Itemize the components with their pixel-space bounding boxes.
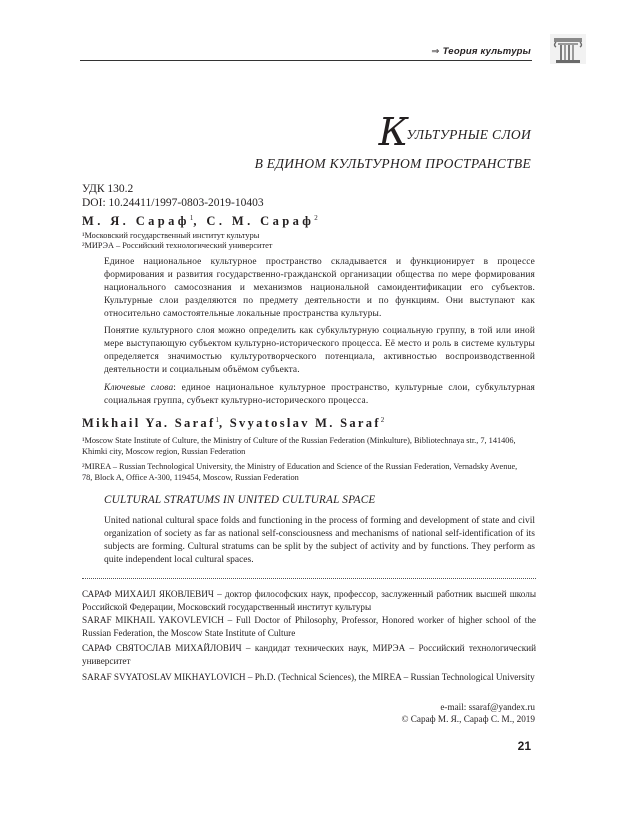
page-number: 21 (517, 739, 531, 753)
section-title: Теория культуры (442, 46, 531, 57)
author-sep: , (193, 214, 207, 229)
abstract-en: United national cultural space folds and functioning in the process of forming and development of state and civil organization of society as far as national self-consciousness and mechanisms of national self-identification of its subjects are forming. Cultural stratums can be split by the subject of activity and by functions. They perform as quite independent local cultural spaces. (104, 516, 535, 565)
author-bio-ru-2: САРАФ СВЯТОСЛАВ МИХАЙЛОВИЧ – кандидат технических наук, МИРЭА – Российский технологический университет (82, 643, 536, 666)
keywords-label: Ключевые слова (104, 383, 174, 393)
author-en-2: Svyatoslav M. Saraf (229, 416, 381, 431)
author-bio-en-1: SARAF MIKHAIL YAKOVLEVICH – Full Doctor of Philosophy, Professor, Honored worker of higher school of the Russian Federation, the Moscow State Institute of Culture (82, 615, 536, 638)
udk-code: УДК 130.2 (82, 183, 134, 195)
arrow-right-icon: ⇒ (431, 46, 440, 57)
affiliation-en-2: ²MIREA – Russian Technological University, the Ministry of Education and Science of the Russian Federation, Vernadsky Avenue, 78, Block A, Office A-300, 119454, Moscow, Russian Federation (82, 462, 518, 482)
title-drop-cap: К (378, 110, 409, 154)
contact-email: e-mail: ssaraf@yandex.ru (440, 702, 535, 712)
author-en-1: Mikhail Ya. Saraf (82, 416, 216, 431)
article-title-line1 (379, 110, 531, 154)
abstract-ru-paragraph-1: Единое национальное культурное пространство складывается и функционирует в процессе формирования и развития государственно-гражданской организации общества по мере формирования национального самосознания и механизмов национальной самоидентификации его субъектов. Культурные слои разделяются по предмету деятельности и по функциям. Они выступают как относительно самостоятельные локальные пространства культуры. (104, 257, 535, 319)
section-header (431, 46, 531, 57)
header-divider (80, 60, 532, 61)
authors-ru (82, 214, 318, 229)
abstract-ru-paragraph-2: Понятие культурного слоя можно определить как субкультурную социальную группу, в той или иной мере выступающую субъектом культурно-исторического процесса. Её место и роль в системе культуры определяется значимостью культуротворческого потенциала, активностью воспроизводственной деятельности и социальным объёмом субъекта. (104, 326, 535, 375)
copyright-notice: © Сараф М. Я., Сараф С. М., 2019 (401, 714, 535, 724)
author-ru-1-sup: 1 (189, 214, 194, 222)
affiliation-en-1: ¹Moscow State Institute of Culture, the Ministry of Culture of the Russian Federation (Minkulture), Bibliotechnaya str., 7, 141406, Khimki city, Moscow region, Russian Federation (82, 436, 516, 456)
author-ru-2-sup: 2 (314, 214, 318, 222)
article-title-en: CULTURAL STRATUMS IN UNITED CULTURAL SPACE (104, 494, 376, 506)
title-line1-text: УЛЬТУРНЫЕ СЛОИ (406, 127, 531, 142)
authors-en (82, 416, 384, 431)
author-en-1-sup: 1 (215, 416, 219, 424)
doi-identifier: DOI: 10.24411/1997-0803-2019-10403 (82, 197, 264, 209)
footer-divider (82, 578, 536, 579)
author-ru-2: С. М. Сараф (206, 214, 315, 229)
author-en-2-sup: 2 (380, 416, 385, 424)
keywords-text: : единое национальное культурное пространство, культурные слои, субкультурная социальная группа, субъект культурно-исторического процесса. (104, 383, 536, 406)
affiliation-ru-1: ¹Московский государственный институт культуры (82, 231, 260, 240)
author-bio-ru-1: САРАФ МИХАИЛ ЯКОВЛЕВИЧ – доктор философских наук, профессор, заслуженный работник высшей школы Российской Федерации, Московский государственный институт культуры (82, 589, 536, 612)
author-bio-en-2: SARAF SVYATOSLAV MIKHAYLOVICH – Ph.D. (Technical Sciences), the MIREA – Russian Technological University (82, 672, 535, 682)
affiliation-ru-2: ²МИРЭА – Российский технологический университет (82, 241, 273, 250)
keywords-ru (104, 382, 535, 408)
author-ru-1: М. Я. Сараф (82, 214, 190, 229)
author-sep-en: , (218, 416, 230, 431)
article-title-line2: В ЕДИНОМ КУЛЬТУРНОМ ПРОСТРАНСТВЕ (254, 156, 531, 171)
classical-column-icon (550, 34, 586, 64)
